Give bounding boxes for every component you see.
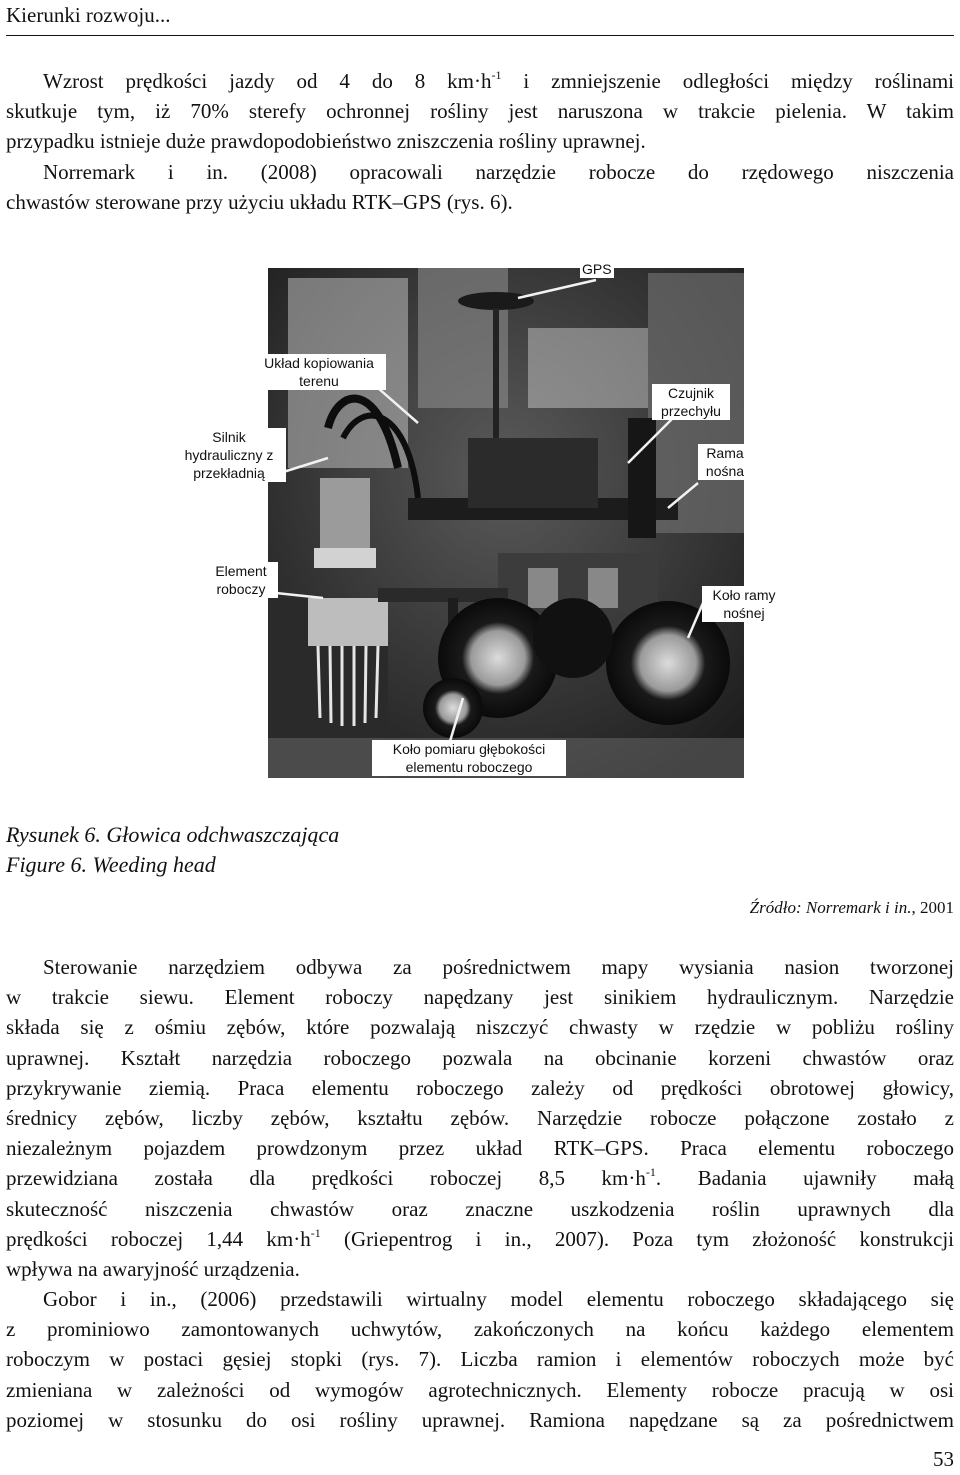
weeding-head-photo bbox=[184, 261, 776, 778]
label-uklad-kopiowania: Układ kopiowania terenu bbox=[252, 354, 386, 390]
label-kolo-pomiaru: Koło pomiaru głębokości elementu roboczego bbox=[372, 740, 566, 776]
label-silnik-hydrauliczny: Silnik hydrauliczny z przekładnią bbox=[172, 428, 286, 482]
paragraph-2-line-7: niezależnym pojazdem prowdzonym przez układ RTK–GPS. Praca elementu roboczego bbox=[6, 1136, 954, 1161]
label-kolo-ramy-nosnej: Koło ramy nośnej bbox=[702, 586, 786, 622]
paragraph-2-line-1: Sterowanie narzędziem odbywa za pośrednictwem mapy wysiania nasion tworzonej bbox=[43, 955, 954, 979]
paragraph-1 bbox=[6, 66, 954, 217]
paragraph-2-line-10: prędkości roboczej 1,44 $km\cdot h^{-1}$ (Griepentrog i in., 2007). Poza tym złożoność konstrukcji bbox=[6, 1225, 954, 1251]
paragraph-3-line-1: Gobor i in., (2006) przedstawili wirtualny model elementu roboczego składającego się bbox=[43, 1287, 954, 1311]
paragraph-1-line-5: chwastów sterowane przy użyciu układu RTK–GPS (rys. 6). bbox=[6, 189, 513, 214]
paragraph-2-line-2: w trakcie siewu. Element roboczy napędzany jest sinikiem hydraulicznym. Narzędzie bbox=[6, 985, 954, 1010]
header-rule bbox=[6, 35, 954, 36]
label-czujnik-przechylu: Czujnik przechyłu bbox=[652, 384, 730, 420]
label-gps: GPS bbox=[582, 261, 612, 277]
weeding-head-illustration bbox=[268, 268, 744, 778]
figure-source: Źródło: Norremark i in., 2001 bbox=[749, 898, 954, 917]
paragraph-2-line-9: skuteczność niszczenia chwastów oraz znaczne uszkodzenia roślin uprawnych dla bbox=[6, 1196, 954, 1221]
figure-caption-pl: Rysunek 6. Głowica odchwaszczająca bbox=[6, 822, 340, 847]
paragraph-3-line-2: z prominiowo zamontowanych uchwytów, zakończonych na końcu każdego elementem bbox=[6, 1317, 954, 1342]
label-rama-nosna: Rama nośna bbox=[698, 444, 752, 480]
figure-caption-en: Figure 6. Weeding head bbox=[6, 852, 216, 877]
paragraph-3-line-5: poziomej w stosunku do osi rośliny uprawnej. Ramiona napędzane są za pośrednictwem bbox=[6, 1407, 954, 1432]
page-number: 53 bbox=[933, 1447, 954, 1471]
paragraph-2-line-5: przykrywanie ziemią. Praca elementu roboczego zależy od prędkości obrotowej głowicy, bbox=[6, 1075, 954, 1100]
label-element-roboczy: Element roboczy bbox=[204, 562, 278, 598]
paragraph-1-line-2: skutkuje tym, iż 70% sterefy ochronnej rośliny jest naruszona w trakcie pielenia. W takim bbox=[6, 99, 954, 124]
paragraph-1-line-3: przypadku istnieje duże prawdopodobieństwo zniszczenia rośliny uprawnej. bbox=[6, 129, 646, 154]
paragraph-1-line-1: Wzrost prędkości jazdy od 4 do 8 $km\cdot h^{-1}$ i zmniejszenie odległości między roślinami bbox=[43, 68, 954, 93]
paragraph-3-line-4: zmieniana w zależności od wymogów agrotechnicznych. Elementy robocze pracują w osi bbox=[6, 1377, 954, 1402]
paragraph-2-line-8: przewidziana została dla prędkości roboczej 8,5 $km\cdot h^{-1}$. Badania ujawniły małą bbox=[6, 1165, 954, 1191]
paragraph-2-line-11: wpływa na awaryjność urządzenia. bbox=[6, 1256, 300, 1281]
paragraph-3-line-3: roboczym w postaci gęsiej stopki (rys. 7). Liczba ramion i elementów roboczych może być bbox=[6, 1347, 954, 1372]
paragraph-2-line-6: średnicy zębów, liczby zębów, kształtu zębów. Narzędzie robocze połączone zostało z bbox=[6, 1105, 954, 1130]
paragraph-2 bbox=[6, 952, 954, 1284]
paragraph-1-line-4: Norremark i in. (2008) opracowali narzędzie robocze do rzędowego niszczenia bbox=[43, 159, 954, 184]
paragraph-3 bbox=[6, 1284, 954, 1435]
paragraph-2-line-4: uprawnej. Kształt narzędzia roboczego pozwala na obcinanie korzeni chwastów oraz bbox=[6, 1045, 954, 1070]
running-header: Kierunki rozwoju... bbox=[6, 3, 171, 27]
paragraph-2-line-3: składa się z ośmiu zębów, które pozwalają niszczyć chwasty w rzędzie w pobliżu rośliny bbox=[6, 1015, 954, 1040]
